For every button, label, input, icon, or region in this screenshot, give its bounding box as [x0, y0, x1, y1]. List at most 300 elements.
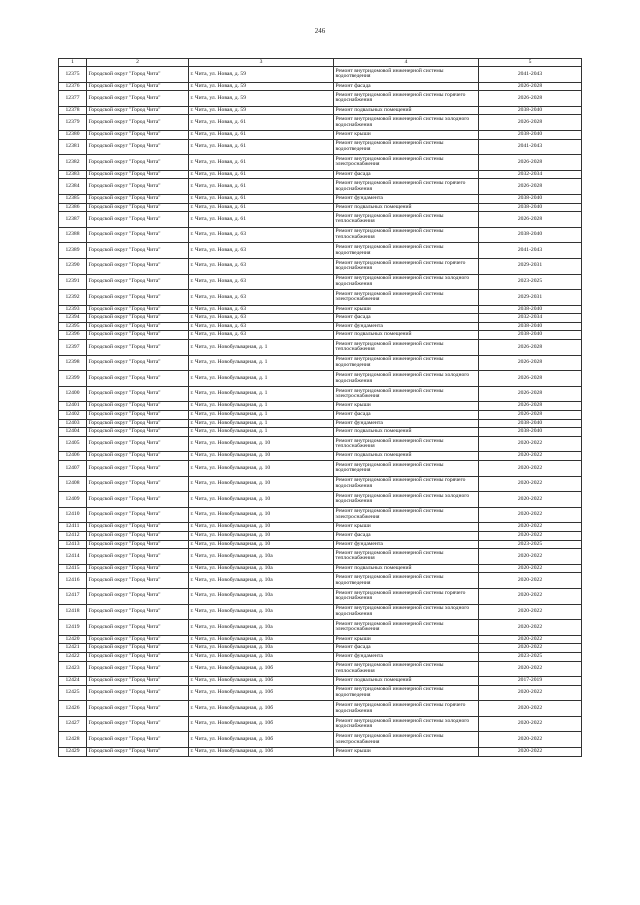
work-type-cell: Ремонт внутридомовой инженерной системы теплоснабжения [334, 436, 479, 452]
record-number-cell: 12399 [59, 371, 87, 387]
address-cell: г. Чита, ул. Новобульварная, д. 10 [189, 461, 334, 477]
municipality-cell: Городской округ "Город Чита" [87, 540, 189, 549]
address-cell: г. Чита, ул. Новая, д. 61 [189, 212, 334, 228]
municipality-cell: Городской округ "Город Чита" [87, 91, 189, 107]
address-cell: г. Чита, ул. Новобульварная, д. 10 [189, 531, 334, 540]
record-number-cell: 12401 [59, 402, 87, 411]
table-row [59, 620, 582, 636]
municipality-cell: Городской округ "Город Чита" [87, 507, 189, 523]
period-cell: 2020-2022 [479, 476, 582, 492]
work-type-cell: Ремонт внутридомовой инженерной системы горячего водоснабжения [334, 701, 479, 717]
work-type-cell: Ремонт внутридомовой инженерной системы водоотведения [334, 685, 479, 701]
municipality-cell: Городской округ "Город Чита" [87, 635, 189, 644]
period-cell: 2026-2028 [479, 411, 582, 420]
record-number-cell: 12391 [59, 274, 87, 290]
municipality-cell: Городской округ "Город Чита" [87, 258, 189, 274]
record-number-cell: 12405 [59, 436, 87, 452]
record-number-cell: 12424 [59, 677, 87, 686]
address-cell: г. Чита, ул. Новая, д. 63 [189, 314, 334, 323]
period-cell: 2020-2022 [479, 701, 582, 717]
municipality-cell: Городской округ "Город Чита" [87, 340, 189, 356]
work-type-cell: Ремонт подвальных помещений [334, 564, 479, 573]
record-number-cell: 12413 [59, 540, 87, 549]
column-number-header: 1 [59, 59, 87, 67]
record-number-cell: 12419 [59, 620, 87, 636]
work-type-cell: Ремонт внутридомовой инженерной системы электроснабжения [334, 507, 479, 523]
address-cell: г. Чита, ул. Новая, д. 61 [189, 130, 334, 139]
work-type-cell: Ремонт внутридомовой инженерной системы холодного водоснабжения [334, 604, 479, 620]
address-cell: г. Чита, ул. Новая, д. 61 [189, 170, 334, 179]
period-cell: 2038-2040 [479, 130, 582, 139]
table-row [59, 106, 582, 115]
municipality-cell: Городской округ "Город Чита" [87, 305, 189, 314]
table-row [59, 604, 582, 620]
municipality-cell: Городской округ "Город Чита" [87, 588, 189, 604]
municipality-cell: Городской округ "Город Чита" [87, 274, 189, 290]
work-type-cell: Ремонт подвальных помещений [334, 106, 479, 115]
record-number-cell: 12410 [59, 507, 87, 523]
record-number-cell: 12381 [59, 139, 87, 155]
municipality-cell: Городской округ "Город Чита" [87, 179, 189, 195]
table-row [59, 355, 582, 371]
table-row [59, 314, 582, 323]
table-row [59, 155, 582, 171]
municipality-cell: Городской округ "Город Чита" [87, 677, 189, 686]
record-number-cell: 12392 [59, 290, 87, 306]
municipality-cell: Городской округ "Город Чита" [87, 492, 189, 508]
period-cell: 2020-2022 [479, 436, 582, 452]
municipality-cell: Городской округ "Город Чита" [87, 331, 189, 340]
municipality-cell: Городской округ "Город Чита" [87, 411, 189, 420]
period-cell: 2026-2028 [479, 155, 582, 171]
table-row [59, 130, 582, 139]
address-cell: г. Чита, ул. Новая, д. 63 [189, 305, 334, 314]
address-cell: г. Чита, ул. Новобульварная, д. 10б [189, 748, 334, 757]
table-row [59, 701, 582, 717]
record-number-cell: 12402 [59, 411, 87, 420]
record-number-cell: 12398 [59, 355, 87, 371]
work-type-cell: Ремонт внутридомовой инженерной системы электроснабжения [334, 155, 479, 171]
municipality-cell: Городской округ "Город Чита" [87, 386, 189, 402]
address-cell: г. Чита, ул. Новобульварная, д. 10а [189, 564, 334, 573]
period-cell: 2020-2022 [479, 661, 582, 677]
table-row [59, 290, 582, 306]
address-cell: г. Чита, ул. Новобульварная, д. 10 [189, 476, 334, 492]
work-type-cell: Ремонт внутридомовой инженерной системы теплоснабжения [334, 212, 479, 228]
address-cell: г. Чита, ул. Новобульварная, д. 10 [189, 492, 334, 508]
municipality-cell: Городской округ "Город Чита" [87, 371, 189, 387]
work-type-cell: Ремонт фасада [334, 314, 479, 323]
municipality-cell: Городской округ "Город Чита" [87, 604, 189, 620]
table-row [59, 139, 582, 155]
work-type-cell: Ремонт фундамента [334, 194, 479, 203]
record-number-cell: 12387 [59, 212, 87, 228]
work-type-cell: Ремонт фундамента [334, 419, 479, 428]
record-number-cell: 12418 [59, 604, 87, 620]
record-number-cell: 12406 [59, 452, 87, 461]
period-cell: 2020-2022 [479, 573, 582, 589]
work-type-cell: Ремонт внутридомовой инженерной системы электроснабжения [334, 732, 479, 748]
table-row [59, 573, 582, 589]
work-type-cell: Ремонт крыши [334, 635, 479, 644]
period-cell: 2038-2040 [479, 419, 582, 428]
municipality-cell: Городской округ "Город Чита" [87, 115, 189, 131]
table-row [59, 274, 582, 290]
record-number-cell: 12428 [59, 732, 87, 748]
table-row [59, 732, 582, 748]
column-number-row [59, 59, 582, 67]
table-row [59, 507, 582, 523]
work-type-cell: Ремонт внутридомовой инженерной системы водоотведения [334, 67, 479, 83]
record-number-cell: 12412 [59, 531, 87, 540]
address-cell: г. Чита, ул. Новобульварная, д. 1 [189, 355, 334, 371]
record-number-cell: 12376 [59, 82, 87, 91]
municipality-cell: Городской округ "Город Чита" [87, 203, 189, 212]
record-number-cell: 12407 [59, 461, 87, 477]
municipality-cell: Городской округ "Город Чита" [87, 290, 189, 306]
period-cell: 2038-2040 [479, 203, 582, 212]
table-row [59, 748, 582, 757]
period-cell: 2038-2040 [479, 194, 582, 203]
table-row [59, 212, 582, 228]
municipality-cell: Городской округ "Город Чита" [87, 523, 189, 532]
table-row [59, 419, 582, 428]
address-cell: г. Чита, ул. Новобульварная, д. 1 [189, 402, 334, 411]
address-cell: г. Чита, ул. Новая, д. 61 [189, 115, 334, 131]
address-cell: г. Чита, ул. Новобульварная, д. 10б [189, 677, 334, 686]
period-cell: 2020-2022 [479, 461, 582, 477]
table-row [59, 411, 582, 420]
address-cell: г. Чита, ул. Новобульварная, д. 10 [189, 507, 334, 523]
period-cell: 2023-2025 [479, 274, 582, 290]
record-number-cell: 12404 [59, 428, 87, 437]
record-number-cell: 12393 [59, 305, 87, 314]
municipality-cell: Городской округ "Город Чита" [87, 573, 189, 589]
period-cell: 2026-2028 [479, 386, 582, 402]
work-type-cell: Ремонт внутридомовой инженерной системы холодного водоснабжения [334, 371, 479, 387]
work-type-cell: Ремонт внутридомовой инженерной системы электроснабжения [334, 386, 479, 402]
table-row [59, 243, 582, 259]
page-number: 246 [314, 27, 326, 35]
work-type-cell: Ремонт внутридомовой инженерной системы теплоснабжения [334, 340, 479, 356]
work-type-cell: Ремонт подвальных помещений [334, 677, 479, 686]
record-number-cell: 12382 [59, 155, 87, 171]
table-row [59, 652, 582, 661]
table-row [59, 82, 582, 91]
work-type-cell: Ремонт внутридомовой инженерной системы теплоснабжения [334, 661, 479, 677]
address-cell: г. Чита, ул. Новая, д. 63 [189, 290, 334, 306]
table-row [59, 305, 582, 314]
address-cell: г. Чита, ул. Новобульварная, д. 1 [189, 411, 334, 420]
period-cell: 2020-2022 [479, 507, 582, 523]
municipality-cell: Городской округ "Город Чита" [87, 106, 189, 115]
work-type-cell: Ремонт внутридомовой инженерной системы горячего водоснабжения [334, 476, 479, 492]
record-number-cell: 12409 [59, 492, 87, 508]
period-cell: 2020-2022 [479, 549, 582, 565]
municipality-cell: Городской округ "Город Чита" [87, 436, 189, 452]
period-cell: 2020-2022 [479, 620, 582, 636]
record-number-cell: 12396 [59, 331, 87, 340]
municipality-cell: Городской округ "Город Чита" [87, 212, 189, 228]
work-type-cell: Ремонт внутридомовой инженерной системы теплоснабжения [334, 549, 479, 565]
record-number-cell: 12397 [59, 340, 87, 356]
address-cell: г. Чита, ул. Новобульварная, д. 10 [189, 540, 334, 549]
table-row [59, 677, 582, 686]
period-cell: 2032-2034 [479, 314, 582, 323]
municipality-cell: Городской округ "Город Чита" [87, 732, 189, 748]
table-row [59, 340, 582, 356]
column-number-header: 2 [87, 59, 189, 67]
address-cell: г. Чита, ул. Новая, д. 61 [189, 194, 334, 203]
work-type-cell: Ремонт внутридомовой инженерной системы горячего водоснабжения [334, 179, 479, 195]
work-type-cell: Ремонт внутридомовой инженерной системы холодного водоснабжения [334, 274, 479, 290]
address-cell: г. Чита, ул. Новая, д. 63 [189, 243, 334, 259]
record-number-cell: 12423 [59, 661, 87, 677]
period-cell: 2020-2022 [479, 492, 582, 508]
period-cell: 2038-2040 [479, 106, 582, 115]
column-number-header: 5 [479, 59, 582, 67]
record-number-cell: 12395 [59, 322, 87, 331]
address-cell: г. Чита, ул. Новобульварная, д. 10б [189, 661, 334, 677]
record-number-cell: 12389 [59, 243, 87, 259]
municipality-cell: Городской округ "Город Чита" [87, 355, 189, 371]
record-number-cell: 12421 [59, 644, 87, 653]
municipality-cell: Городской округ "Город Чита" [87, 476, 189, 492]
period-cell: 2020-2022 [479, 588, 582, 604]
period-cell: 2026-2028 [479, 355, 582, 371]
work-type-cell: Ремонт крыши [334, 523, 479, 532]
period-cell: 2038-2040 [479, 331, 582, 340]
municipality-cell: Городской округ "Город Чита" [87, 428, 189, 437]
municipality-cell: Городской округ "Город Чита" [87, 564, 189, 573]
work-type-cell: Ремонт внутридомовой инженерной системы горячего водоснабжения [334, 258, 479, 274]
record-number-cell: 12425 [59, 685, 87, 701]
column-number-header: 3 [189, 59, 334, 67]
municipality-cell: Городской округ "Город Чита" [87, 243, 189, 259]
record-number-cell: 12388 [59, 227, 87, 243]
record-number-cell: 12420 [59, 635, 87, 644]
address-cell: г. Чита, ул. Новобульварная, д. 10б [189, 732, 334, 748]
table-row [59, 492, 582, 508]
municipality-cell: Городской округ "Город Чита" [87, 748, 189, 757]
address-cell: г. Чита, ул. Новобульварная, д. 10а [189, 573, 334, 589]
work-type-cell: Ремонт фундамента [334, 540, 479, 549]
table-row [59, 661, 582, 677]
period-cell: 2023-2025 [479, 540, 582, 549]
table-row [59, 402, 582, 411]
address-cell: г. Чита, ул. Новая, д. 61 [189, 203, 334, 212]
period-cell: 2038-2040 [479, 227, 582, 243]
work-type-cell: Ремонт крыши [334, 748, 479, 757]
municipality-cell: Городской округ "Город Чита" [87, 130, 189, 139]
work-type-cell: Ремонт внутридомовой инженерной системы водоотведения [334, 461, 479, 477]
address-cell: г. Чита, ул. Новобульварная, д. 10б [189, 716, 334, 732]
period-cell: 2020-2022 [479, 748, 582, 757]
table-row [59, 588, 582, 604]
municipality-cell: Городской округ "Город Чита" [87, 452, 189, 461]
work-type-cell: Ремонт фасада [334, 411, 479, 420]
table-row [59, 564, 582, 573]
table-row [59, 322, 582, 331]
address-cell: г. Чита, ул. Новая, д. 63 [189, 274, 334, 290]
record-number-cell: 12416 [59, 573, 87, 589]
address-cell: г. Чита, ул. Новая, д. 61 [189, 139, 334, 155]
record-number-cell: 12390 [59, 258, 87, 274]
municipality-cell: Городской округ "Город Чита" [87, 155, 189, 171]
address-cell: г. Чита, ул. Новая, д. 63 [189, 331, 334, 340]
table-row [59, 461, 582, 477]
municipality-cell: Городской округ "Город Чита" [87, 716, 189, 732]
period-cell: 2026-2028 [479, 115, 582, 131]
period-cell: 2020-2022 [479, 685, 582, 701]
work-type-cell: Ремонт внутридомовой инженерной системы холодного водоснабжения [334, 716, 479, 732]
table-row [59, 371, 582, 387]
address-cell: г. Чита, ул. Новобульварная, д. 10б [189, 701, 334, 717]
work-type-cell: Ремонт фасада [334, 531, 479, 540]
municipality-cell: Городской округ "Город Чита" [87, 402, 189, 411]
record-number-cell: 12400 [59, 386, 87, 402]
period-cell: 2020-2022 [479, 732, 582, 748]
work-type-cell: Ремонт внутридомовой инженерной системы холодного водоснабжения [334, 115, 479, 131]
municipality-cell: Городской округ "Город Чита" [87, 419, 189, 428]
address-cell: г. Чита, ул. Новобульварная, д. 10 [189, 523, 334, 532]
address-cell: г. Чита, ул. Новобульварная, д. 10а [189, 588, 334, 604]
period-cell: 2041-2043 [479, 67, 582, 83]
period-cell: 2026-2028 [479, 82, 582, 91]
record-number-cell: 12426 [59, 701, 87, 717]
table-row [59, 258, 582, 274]
work-type-cell: Ремонт фундамента [334, 322, 479, 331]
municipality-cell: Городской округ "Город Чита" [87, 67, 189, 83]
address-cell: г. Чита, ул. Новобульварная, д. 1 [189, 371, 334, 387]
municipality-cell: Городской округ "Город Чита" [87, 227, 189, 243]
municipality-cell: Городской округ "Город Чита" [87, 549, 189, 565]
address-cell: г. Чита, ул. Новобульварная, д. 10а [189, 635, 334, 644]
record-number-cell: 12427 [59, 716, 87, 732]
table-row [59, 194, 582, 203]
address-cell: г. Чита, ул. Новобульварная, д. 1 [189, 428, 334, 437]
work-type-cell: Ремонт крыши [334, 305, 479, 314]
municipality-cell: Городской округ "Город Чита" [87, 531, 189, 540]
period-cell: 2017-2019 [479, 677, 582, 686]
table-row [59, 67, 582, 83]
work-type-cell: Ремонт внутридомовой инженерной системы водоотведения [334, 139, 479, 155]
municipality-cell: Городской округ "Город Чита" [87, 139, 189, 155]
work-type-cell: Ремонт крыши [334, 402, 479, 411]
work-type-cell: Ремонт фасада [334, 170, 479, 179]
work-type-cell: Ремонт внутридомовой инженерной системы горячего водоснабжения [334, 91, 479, 107]
work-type-cell: Ремонт внутридомовой инженерной системы холодного водоснабжения [334, 492, 479, 508]
work-type-cell: Ремонт внутридомовой инженерной системы водоотведения [334, 355, 479, 371]
table-row [59, 91, 582, 107]
address-cell: г. Чита, ул. Новобульварная, д. 10а [189, 644, 334, 653]
table-row [59, 716, 582, 732]
address-cell: г. Чита, ул. Новобульварная, д. 1 [189, 386, 334, 402]
record-number-cell: 12394 [59, 314, 87, 323]
work-type-cell: Ремонт подвальных помещений [334, 331, 479, 340]
work-type-cell: Ремонт внутридомовой инженерной системы теплоснабжения [334, 227, 479, 243]
record-number-cell: 12403 [59, 419, 87, 428]
period-cell: 2038-2040 [479, 322, 582, 331]
period-cell: 2026-2028 [479, 179, 582, 195]
record-number-cell: 12411 [59, 523, 87, 532]
period-cell: 2032-2034 [479, 170, 582, 179]
repair-schedule-table [58, 58, 582, 757]
period-cell: 2020-2022 [479, 452, 582, 461]
municipality-cell: Городской округ "Город Чита" [87, 685, 189, 701]
period-cell: 2023-2025 [479, 652, 582, 661]
municipality-cell: Городской округ "Город Чита" [87, 322, 189, 331]
address-cell: г. Чита, ул. Новобульварная, д. 10а [189, 604, 334, 620]
address-cell: г. Чита, ул. Новобульварная, д. 1 [189, 340, 334, 356]
municipality-cell: Городской округ "Город Чита" [87, 194, 189, 203]
work-type-cell: Ремонт внутридомовой инженерной системы электроснабжения [334, 290, 479, 306]
work-type-cell: Ремонт внутридомовой инженерной системы водоотведения [334, 573, 479, 589]
table-row [59, 203, 582, 212]
period-cell: 2038-2040 [479, 305, 582, 314]
table-row [59, 644, 582, 653]
address-cell: г. Чита, ул. Новая, д. 63 [189, 258, 334, 274]
work-type-cell: Ремонт внутридомовой инженерной системы электроснабжения [334, 620, 479, 636]
work-type-cell: Ремонт подвальных помещений [334, 203, 479, 212]
table-row [59, 523, 582, 532]
record-number-cell: 12380 [59, 130, 87, 139]
address-cell: г. Чита, ул. Новая, д. 59 [189, 67, 334, 83]
record-number-cell: 12386 [59, 203, 87, 212]
period-cell: 2026-2028 [479, 402, 582, 411]
municipality-cell: Городской округ "Город Чита" [87, 661, 189, 677]
address-cell: г. Чита, ул. Новая, д. 59 [189, 106, 334, 115]
address-cell: г. Чита, ул. Новобульварная, д. 10 [189, 452, 334, 461]
address-cell: г. Чита, ул. Новобульварная, д. 10б [189, 685, 334, 701]
record-number-cell: 12383 [59, 170, 87, 179]
record-number-cell: 12378 [59, 106, 87, 115]
period-cell: 2020-2022 [479, 564, 582, 573]
table-row [59, 531, 582, 540]
address-cell: г. Чита, ул. Новая, д. 59 [189, 82, 334, 91]
work-type-cell: Ремонт подвальных помещений [334, 428, 479, 437]
table-row [59, 476, 582, 492]
record-number-cell: 12422 [59, 652, 87, 661]
period-cell: 2038-2040 [479, 428, 582, 437]
record-number-cell: 12414 [59, 549, 87, 565]
table-row [59, 227, 582, 243]
period-cell: 2041-2043 [479, 139, 582, 155]
column-number-header: 4 [334, 59, 479, 67]
period-cell: 2020-2022 [479, 644, 582, 653]
period-cell: 2029-2031 [479, 290, 582, 306]
work-type-cell: Ремонт подвальных помещений [334, 452, 479, 461]
period-cell: 2020-2022 [479, 635, 582, 644]
address-cell: г. Чита, ул. Новая, д. 63 [189, 227, 334, 243]
period-cell: 2020-2022 [479, 523, 582, 532]
record-number-cell: 12417 [59, 588, 87, 604]
table-row [59, 179, 582, 195]
period-cell: 2026-2028 [479, 340, 582, 356]
municipality-cell: Городской округ "Город Чита" [87, 170, 189, 179]
address-cell: г. Чита, ул. Новобульварная, д. 10а [189, 620, 334, 636]
municipality-cell: Городской округ "Город Чита" [87, 82, 189, 91]
period-cell: 2020-2022 [479, 531, 582, 540]
municipality-cell: Городской округ "Город Чита" [87, 644, 189, 653]
record-number-cell: 12429 [59, 748, 87, 757]
table-row [59, 549, 582, 565]
table-row [59, 635, 582, 644]
period-cell: 2020-2022 [479, 604, 582, 620]
municipality-cell: Городской округ "Город Чита" [87, 701, 189, 717]
period-cell: 2026-2028 [479, 91, 582, 107]
period-cell: 2026-2028 [479, 371, 582, 387]
